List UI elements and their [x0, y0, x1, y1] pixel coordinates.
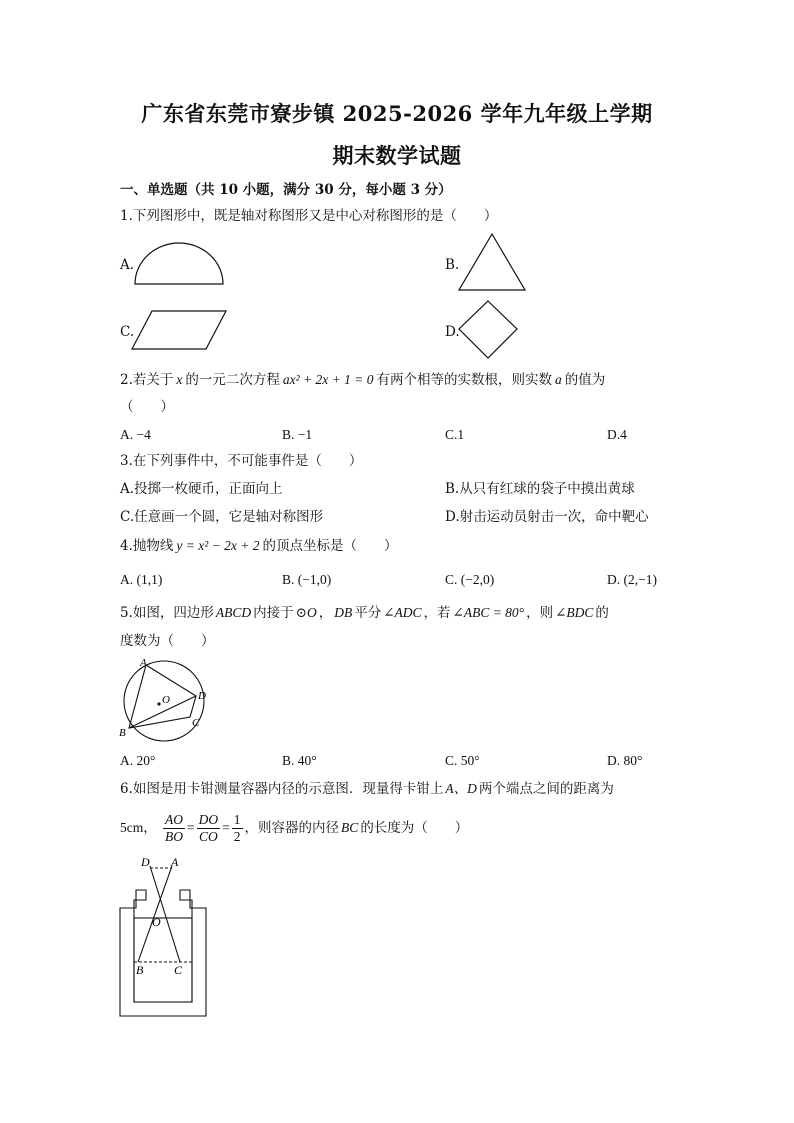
- q6-stem-part: 的长度为（ ）: [360, 820, 469, 836]
- q4-option-c: C. (−2,0): [445, 572, 495, 587]
- q1-stem: 1.下列图形中，既是轴对称图形又是中心对称图形的是（ ）: [120, 208, 498, 224]
- q5-fig-label-a: A: [140, 657, 147, 669]
- q2-option-a: A. −4: [120, 427, 151, 442]
- q6-frac1-num: AO: [165, 812, 184, 827]
- triangle-figure: [455, 230, 531, 294]
- q5-stem-part: 内接于: [253, 605, 294, 621]
- q5-stem-part: ，: [318, 605, 333, 621]
- q3-option-b: B.从只有红球的袋子中摸出黄球: [445, 481, 635, 497]
- q6-sep: ，: [143, 820, 157, 836]
- q1-option-a-label: A.: [120, 257, 135, 273]
- q4-stem-part: 4.抛物线: [120, 538, 174, 554]
- q6-stem-part: 两个端点之间的距离为: [478, 781, 614, 797]
- q6-stem-part: 6.如图是用卡钳测量容器内径的示意图．现量得卡钳上: [120, 781, 444, 797]
- q3-option-a: A.投掷一枚硬币，正面向上: [120, 481, 283, 497]
- exam-title-line1: 广东省东莞市寮步镇 2025-2026 学年九年级上学期: [141, 101, 653, 126]
- q6-fraction-one-half: [232, 812, 243, 845]
- q6-fig-label-d: D: [141, 855, 150, 869]
- q2-var-a: a: [555, 372, 562, 387]
- semicircle-figure: [132, 240, 226, 286]
- q4-option-a: A. (1,1): [120, 572, 163, 587]
- q3-stem: 3.在下列事件中，不可能事件是（ ）: [120, 453, 363, 469]
- q6-stem-part: ，则容器的内径: [244, 820, 340, 836]
- q5-angle-abc: ∠ABC = 80°: [452, 605, 525, 620]
- q6-frac2-num: DO: [198, 812, 219, 827]
- q5-fig-label-c: C: [192, 717, 200, 729]
- caliper-container-figure: [116, 852, 212, 1020]
- q5-stem-part: 的: [595, 605, 609, 621]
- q5-stem-part: 5.如图，四边形: [120, 605, 214, 621]
- q6-length: 5cm: [120, 820, 144, 835]
- q1-option-b-label: B.: [445, 257, 460, 273]
- q2-var-x: x: [176, 372, 183, 387]
- q2-stem-part: 有两个相等的实数根，则实数: [376, 372, 553, 388]
- q5-db: DB: [334, 605, 353, 620]
- q6-ad: A、D: [445, 781, 477, 796]
- q1-option-c-label: C.: [120, 324, 135, 340]
- q5-option-d: D. 80°: [607, 753, 643, 768]
- q5-stem-line1: [120, 604, 609, 622]
- q6-frac1-den: BO: [165, 829, 184, 844]
- q2-option-b: B. −1: [282, 427, 313, 442]
- q2-option-d: D.4: [607, 427, 627, 442]
- q6-fraction-do-co: [197, 812, 221, 845]
- q6-fraction-ao-bo: [163, 812, 185, 845]
- q5-stem-part: ，则: [526, 605, 554, 621]
- q4-equation: y = x² − 2x + 2: [176, 538, 260, 553]
- q5-stem-line2: 度数为（ ）: [120, 633, 215, 649]
- q6-fig-label-b: B: [136, 963, 144, 977]
- exam-title-line2: 期末数学试题: [332, 143, 462, 168]
- q5-option-b: B. 40°: [282, 753, 317, 768]
- section-heading: 一、单选题（共 10 小题，满分 30 分，每小题 3 分）: [120, 182, 452, 198]
- q6-stem-line1: [120, 780, 614, 798]
- q2-stem-part: 的一元二次方程: [185, 372, 280, 388]
- q2-equation: ax² + 2x + 1 = 0: [282, 372, 374, 387]
- q6-frac3-num: 1: [233, 812, 241, 827]
- q6-frac2-den: CO: [199, 829, 218, 844]
- q5-angle-bdc: ∠BDC: [555, 605, 594, 620]
- q5-fig-label-o: O: [162, 694, 170, 706]
- q5-fig-label-b: B: [119, 727, 126, 739]
- q5-abcd: ABCD: [215, 605, 252, 620]
- q3-option-c: C.任意画一个圆，它是轴对称图形: [120, 509, 324, 525]
- q2-paren: （ ）: [120, 399, 174, 415]
- q4-option-d: D. (2,−1): [607, 572, 657, 587]
- q4-stem: [120, 537, 398, 555]
- q4-stem-part: 的顶点坐标是（ ）: [262, 538, 398, 554]
- q4-option-b: B. (−1,0): [282, 572, 332, 587]
- q6-stem-line2: 5cm， $\frac{AO}{BO}$ = $\frac{DO}{CO}$ = $\frac{1}{2}$ ，则容器的内径 BC 的长度为（ ）: [120, 812, 469, 844]
- q3-option-d: D.射击运动员射击一次，命中靶心: [445, 509, 649, 525]
- q6-fig-label-c: C: [174, 963, 183, 977]
- q6-fig-label-a: A: [171, 855, 179, 869]
- q5-option-c: C. 50°: [445, 753, 480, 768]
- q2-stem-part: 的值为: [564, 372, 606, 388]
- q6-bc: BC: [341, 820, 359, 835]
- q1-option-d-label: D.: [445, 324, 460, 340]
- q6-fig-label-o: O: [152, 915, 161, 929]
- q5-circle-o: ⊙O: [295, 605, 317, 620]
- q5-fig-label-d: D: [198, 690, 206, 702]
- square-figure: [456, 298, 522, 362]
- q2-option-c: C.1: [445, 427, 465, 442]
- q5-stem-part: ，若: [423, 605, 451, 621]
- q2-stem: [120, 371, 605, 389]
- q5-stem-part: 平分: [354, 605, 382, 621]
- parallelogram-figure: [128, 308, 232, 352]
- q5-option-a: A. 20°: [120, 753, 156, 768]
- q6-frac3-den: 2: [233, 829, 241, 844]
- inscribed-quadrilateral-figure: [112, 656, 216, 746]
- q5-angle-adc: ∠ADC: [383, 605, 422, 620]
- q2-stem-part: 2.若关于: [120, 372, 174, 388]
